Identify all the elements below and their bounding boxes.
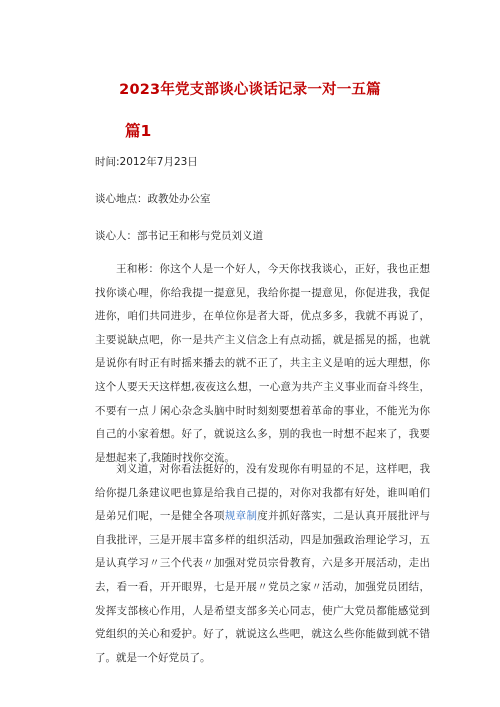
document-title: 2023年党支部谈心谈话记录一对一五篇 [119, 82, 381, 98]
paragraph-liu-yidao [95, 458, 430, 670]
meta-people: 谈心人：部书记王和彬与党员刘义道 [95, 230, 263, 242]
paragraph-text-start: 刘义道，对你看法挺好的，没有发现你有明显的不足，这样吧，我给你提几条建议吧也算是给我自己提的，对你对我都有好处，谁叫咱们是弟兄们呢，一是健全各项 [95, 463, 430, 523]
paragraph-text-end: 度并抓好落实，二是认真开展批评与自我批评，三是开展丰富多样的组织活动，四是加强政治理论学习，五是认真学习〃三个代表〃加强对党员宗骨教育，六是多开展活动，走出去，看一看，开开眼界，七是开展〃党员之家〃活动，加强党员团结，发挥支部核心作用，人是希望支部多关心同志，使广大党员都能感觉到党组织的关心和爱护。好了，就说这么些吧，就这么些你能做到就不错了。就是一个好党员了。 [95, 510, 431, 664]
regulations-link[interactable]: 规章制 [224, 510, 258, 523]
meta-time: 时间:2012年7月23日 [95, 156, 198, 168]
meta-place: 谈心地点：政教处办公室 [95, 193, 211, 205]
paragraph-wang-hebin: 王和彬：你这个人是一个好人，今天你找我谈心，正好，我也正想找你谈心哩，你给我提一提意见，我给你提一提意见，你促进我，我促进你，咱们共同进步，在单位你是者大哥，优点多多，我就不再说了，主要说缺点吧，你一是共产主义信念上有点动摇，就是摇晃的摇，也就是说你有时正有时摇来播去的就不正了，共主主义是咱的远大理想，你这个人要天天这样想,夜夜这么想，一心意为共产主义事业而奋斗终生，不要有一点丿闲心杂念头脑中时时刻刻要想着革命的事业，不能光为你自己的小家着想。好了，就说这么多，别的我也一时想不起来了，我要是想起来了,我随时找你交流。 [95, 263, 430, 464]
section-title: 篇1 [125, 122, 152, 140]
